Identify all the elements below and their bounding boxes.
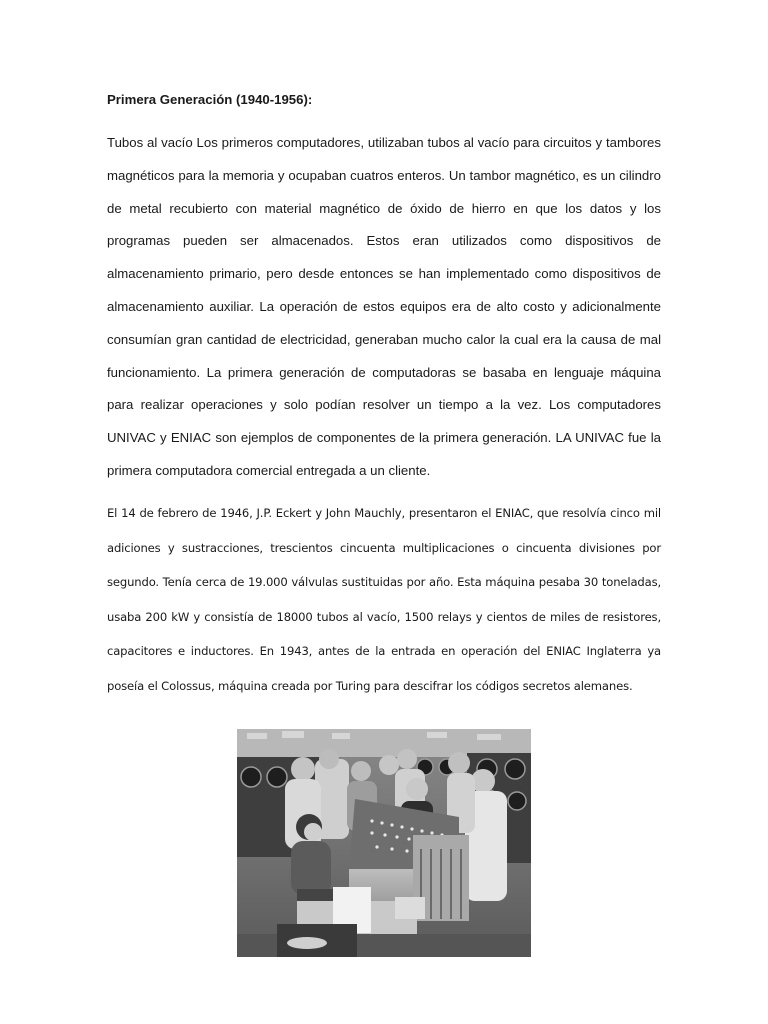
paragraph-vacuum-tubes: Tubos al vacío Los primeros computadores, utilizaban tubos al vacío para circuitos y tambores magnéticos para la memoria y ocupaban cuatros enteros. Un tambor magnético, es un cilindro de metal recubierto con material magnético de óxido de hierro en que los datos y los programas pueden ser almacenados. Estos eran utilizados como dispositivos de almacenamiento primario, pero desde entonces se han implementado como dispositivos de almacenamiento auxiliar. La operación de estos equipos era de alto costo y adicionalmente consumían gran cantidad de electricidad, generaban mucho calor la cual era la causa de mal funcionamiento. La primera generación de computadoras se basaba en lenguaje máquina para realizar operaciones y solo podían resolver un tiempo a la vez. Los computadores UNIVAC y ENIAC son ejemplos de componentes de la primera generación. LA UNIVAC fue la primera computadora comercial entregada a un cliente.	[107, 135, 661, 478]
section-heading: Primera Generación (1940-1956):	[107, 92, 313, 107]
univac-photo	[237, 729, 531, 957]
paragraph-eniac: El 14 de febrero de 1946, J.P. Eckert y John Mauchly, presentaron el ENIAC, que resolvía cinco mil adiciones y sustracciones, trescientos cincuenta multiplicaciones o cincuenta divisiones por segundo. Tenía cerca de 19.000 válvulas sustituidas por año. Esta máquina pesaba 30 toneladas, usaba 200 kW y consistía de 18000 tubos al vacío, 1500 relays y cientos de miles de resistores, capacitores e inductores. En 1943, antes de la entrada en operación del ENIAC Inglaterra ya poseía el Colossus, máquina creada por Turing para descifrar los códigos secretos alemanes.	[107, 506, 661, 693]
